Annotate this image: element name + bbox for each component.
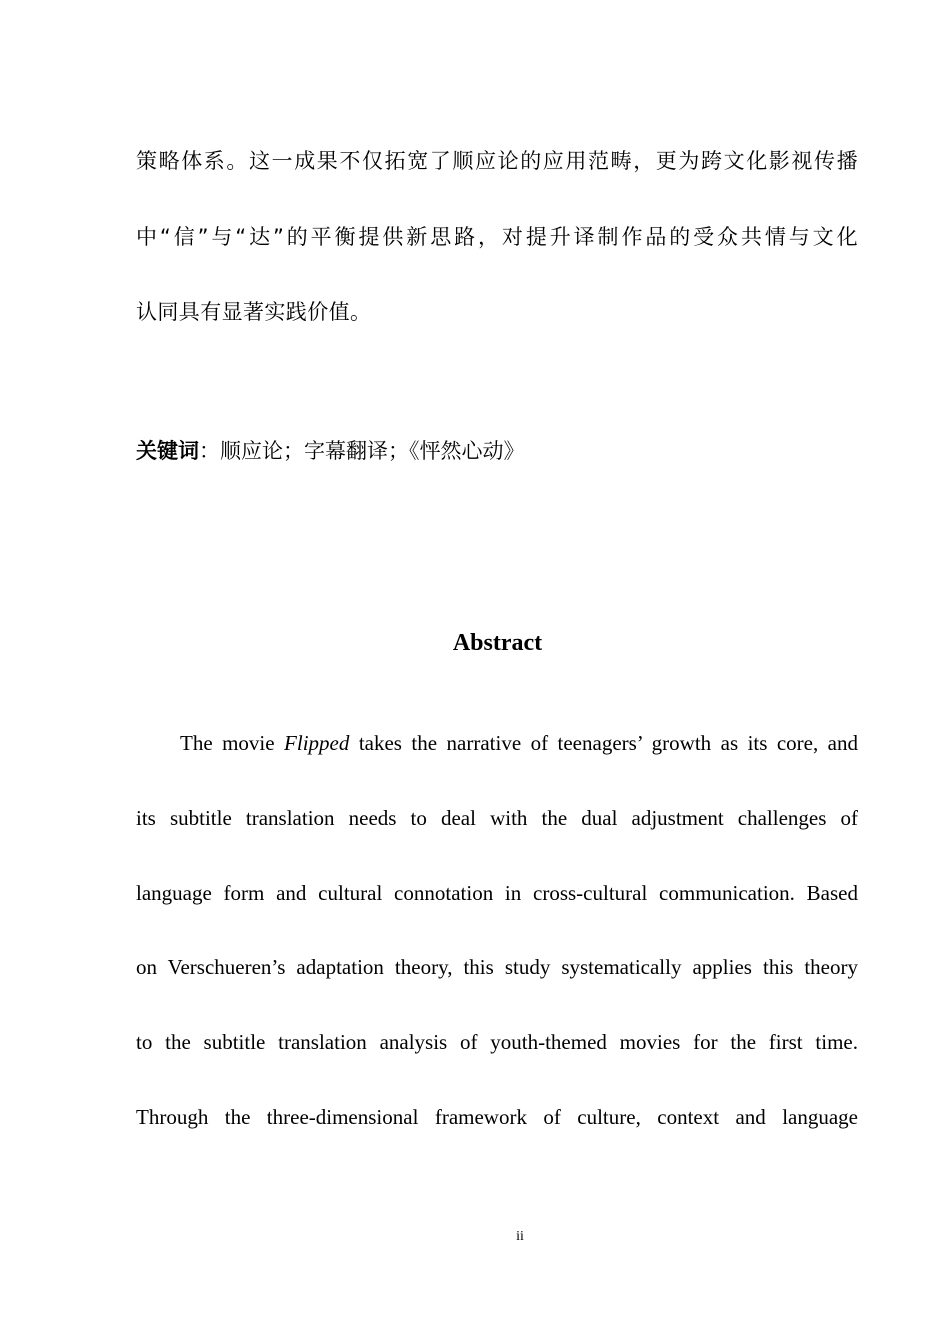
abstract-heading: Abstract	[452, 630, 543, 656]
abstract-line-2: its subtitle translation needs to deal with the dual adjustment challenges of	[136, 806, 858, 830]
abstract-line-4: on Verschueren’s adaptation theory, this study systematically applies this theory	[136, 955, 858, 979]
page-number: ii	[516, 1229, 524, 1244]
abstract-line-6: Through the three-dimensional framework of culture, context and language	[136, 1105, 858, 1129]
abstract-line-1	[180, 728, 858, 758]
keywords-line	[136, 436, 525, 466]
keywords-text: 顺应论；字幕翻译；《怦然心动》	[220, 439, 525, 463]
movie-title: Flipped	[284, 731, 350, 755]
keywords-label: 关键词	[136, 439, 199, 463]
abstract-line-3: language form and cultural connotation in cross-cultural communication. Based	[136, 881, 858, 905]
chinese-abstract-line-1: 策略体系。这一成果不仅拓宽了顺应论的应用范畴，更为跨文化影视传播	[136, 149, 858, 173]
abstract-line-1-start: The movie	[180, 731, 285, 755]
keywords-separator: ：	[199, 439, 220, 463]
abstract-line-5: to the subtitle translation analysis of youth-themed movies for the first time.	[136, 1030, 858, 1054]
chinese-abstract-line-3: 认同具有显著实践价值。	[136, 300, 372, 324]
chinese-abstract-line-2: 中“信”与“达”的平衡提供新思路，对提升译制作品的受众共情与文化	[136, 225, 858, 249]
abstract-line-1-end: takes the narrative of teenagers’ growth as its core, and	[349, 731, 859, 755]
